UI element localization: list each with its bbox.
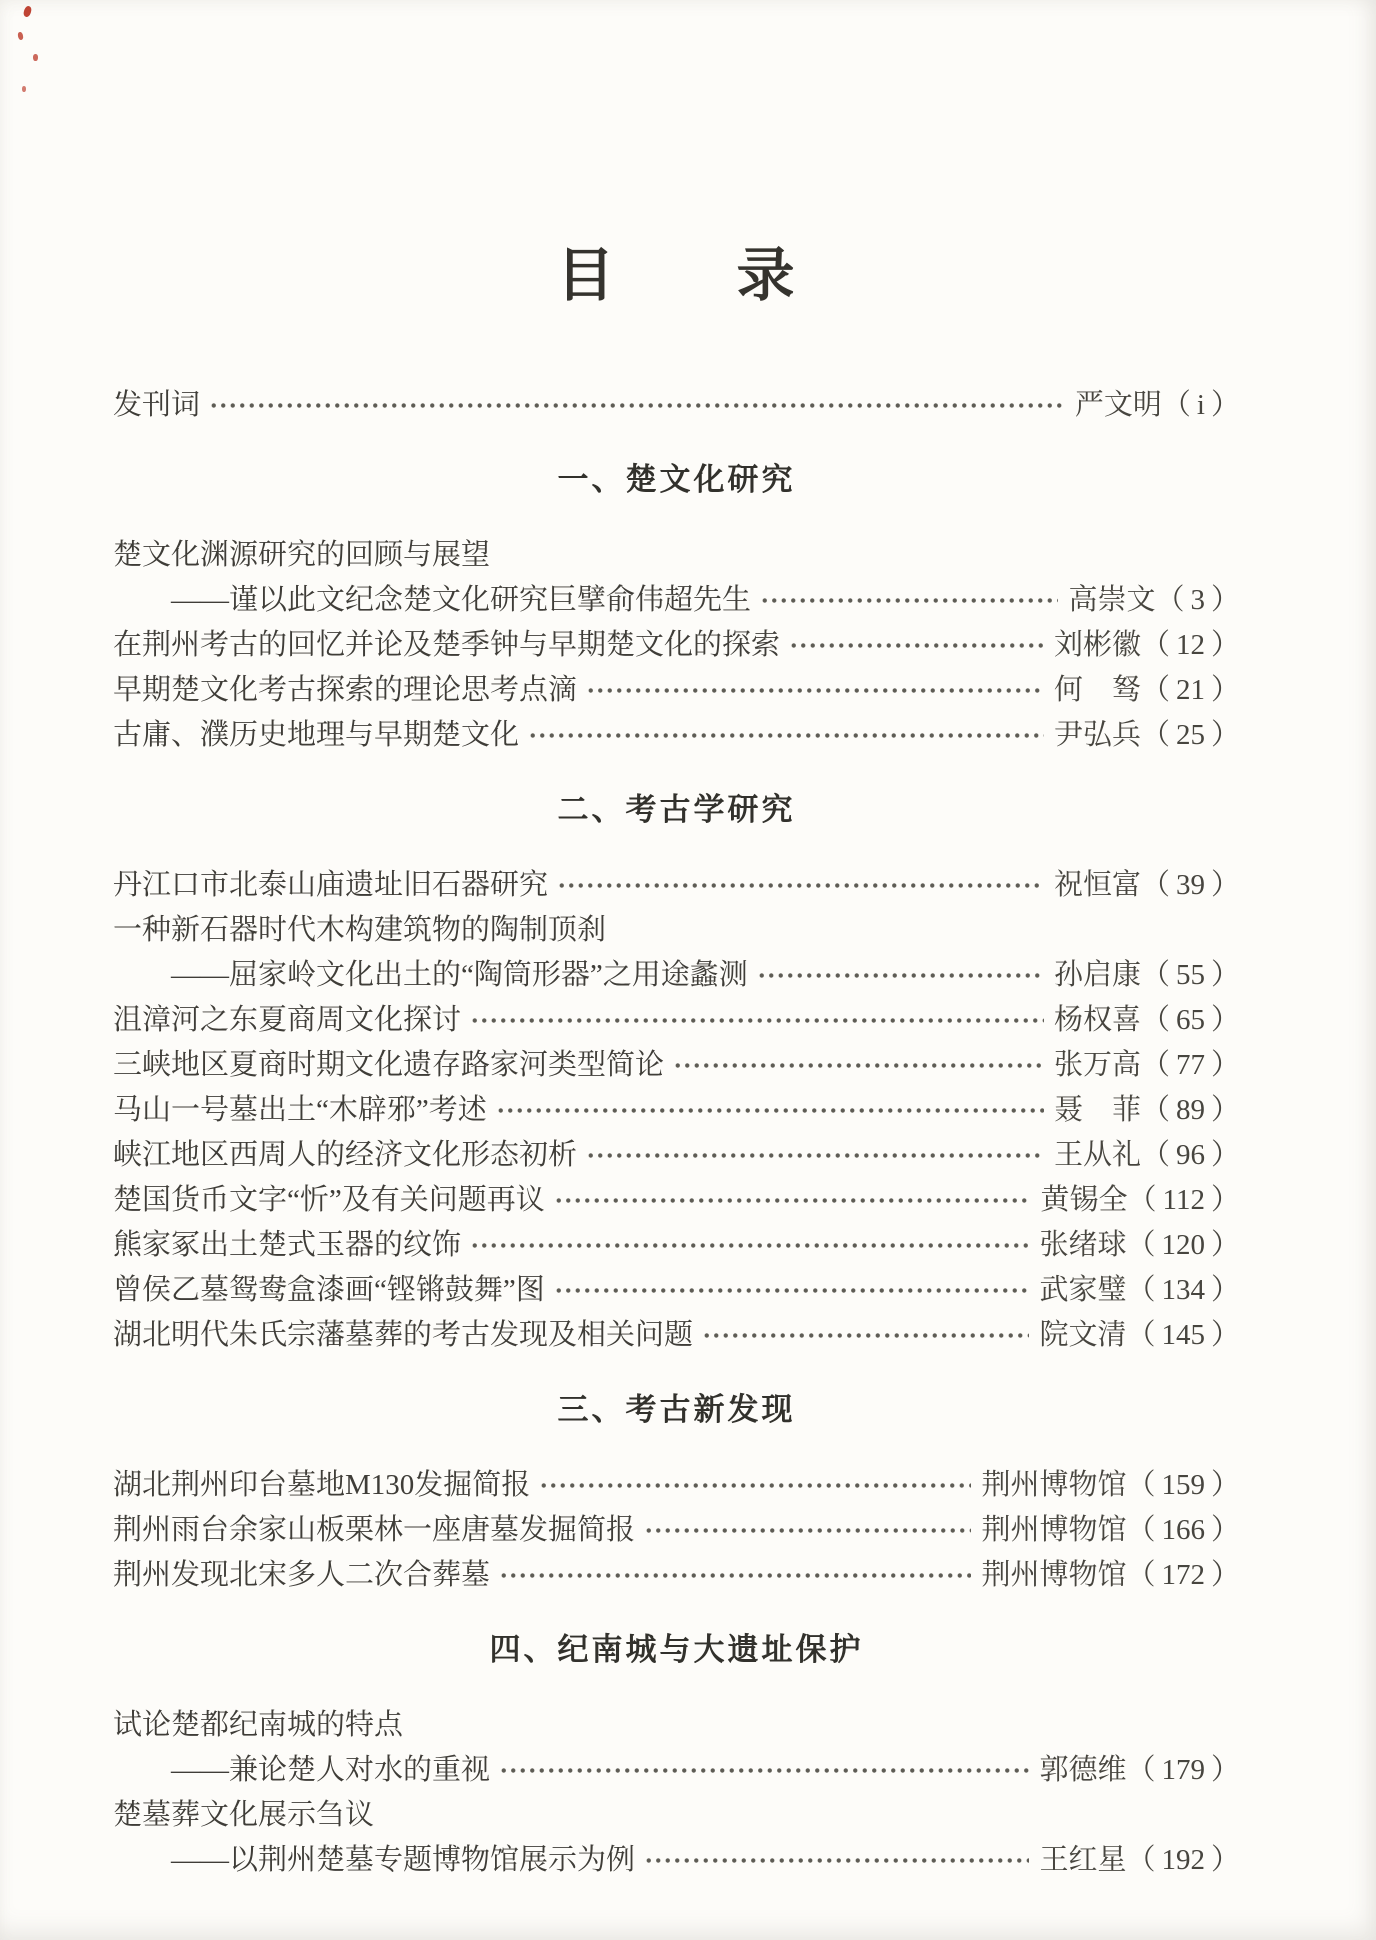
entry-page: （ 55 ） [1140, 959, 1240, 991]
dot-leader [644, 1508, 971, 1553]
dot-leader [760, 578, 1058, 623]
entry-page: （ 77 ） [1140, 1049, 1240, 1081]
entry-author: 刘彬徽 [1053, 629, 1141, 661]
entry-page: （ 12 ） [1140, 629, 1240, 661]
entry-page-number: 77 [1175, 1049, 1205, 1081]
toc-entry-row [113, 1748, 1240, 1793]
entry-page-number: 166 [1161, 1514, 1205, 1546]
entry-author: 严文明 [1074, 389, 1162, 421]
entry-title: 湖北荆州印台墓地M130发掘简报 [113, 1469, 531, 1501]
entry-title: 峡江地区西周人的经济文化形态初析 [113, 1139, 578, 1171]
toc-entry-row [113, 1223, 1240, 1268]
entry-title: 一种新石器时代木构建筑物的陶制顶刹 [113, 914, 607, 946]
entry-page: （ 159 ） [1126, 1469, 1240, 1501]
entry-page: （ 179 ） [1126, 1754, 1240, 1786]
toc-entry-row [113, 1268, 1240, 1313]
entry-author: 荆州博物馆 [981, 1469, 1127, 1501]
section-rows [113, 1703, 1240, 1883]
section-rows [113, 863, 1240, 1358]
dot-leader [470, 1223, 1029, 1268]
entry-title: ——谨以此文纪念楚文化研究巨擘俞伟超先生 [171, 584, 752, 616]
entry-author: 张绪球 [1039, 1229, 1127, 1261]
entry-title: 荆州发现北宋多人二次合葬墓 [113, 1559, 491, 1591]
dot-leader [554, 1178, 1031, 1223]
dot-leader [586, 1133, 1044, 1178]
toc-entry-row [113, 1508, 1240, 1553]
dot-leader [539, 1463, 971, 1508]
entry-author: 王从礼 [1053, 1139, 1141, 1171]
entry-author: 杨权喜 [1053, 1004, 1141, 1036]
entry-page-number: 120 [1161, 1229, 1205, 1261]
entry-page: （ 134 ） [1126, 1274, 1240, 1306]
toc-entry-row [113, 1838, 1240, 1883]
entry-page-number: 192 [1161, 1844, 1205, 1876]
toc-entry-row [113, 713, 1240, 758]
entry-page-number: 12 [1175, 629, 1205, 661]
entry-author: 郭德维 [1039, 1754, 1127, 1786]
entry-page-number: 89 [1175, 1094, 1205, 1126]
entry-author: 孙启康 [1053, 959, 1141, 991]
entry-page-number: 112 [1162, 1184, 1205, 1216]
entry-title: 楚国货币文字“忻”及有关问题再议 [113, 1184, 545, 1216]
entry-author: 院文清 [1039, 1319, 1127, 1351]
toc-entry-row [113, 1043, 1240, 1088]
dot-leader [557, 863, 1044, 908]
toc-entry-row [113, 998, 1240, 1043]
toc-entry-row [113, 863, 1240, 908]
dot-leader [586, 668, 1044, 713]
dot-leader [789, 623, 1044, 668]
toc-entry-row [113, 1703, 1240, 1748]
toc-entry-row [113, 1133, 1240, 1178]
entry-title: 沮漳河之东夏商周文化探讨 [113, 1004, 462, 1036]
entry-page: （ 65 ） [1140, 1004, 1240, 1036]
dot-leader [757, 953, 1044, 998]
dot-leader [673, 1043, 1044, 1088]
section-heading: 一、楚文化研究 [557, 462, 796, 497]
toc-entry-row [113, 1463, 1240, 1508]
toc-entry-row [113, 623, 1240, 668]
entry-title: 湖北明代朱氏宗藩墓葬的考古发现及相关问题 [113, 1319, 694, 1351]
entry-author: 王红星 [1039, 1844, 1127, 1876]
entry-title: 荆州雨台余家山板栗林一座唐墓发掘简报 [113, 1514, 636, 1546]
toc-entry-row [113, 908, 1240, 953]
entry-title: 在荆州考古的回忆并论及楚季钟与早期楚文化的探索 [113, 629, 781, 661]
entry-author: 荆州博物馆 [981, 1559, 1127, 1591]
entry-page-number: 25 [1175, 719, 1205, 751]
entry-page: （ 120 ） [1126, 1229, 1240, 1261]
red-scan-mark [22, 86, 26, 92]
dot-leader [496, 1088, 1044, 1133]
section-heading: 四、纪南城与大遗址保护 [489, 1632, 864, 1667]
entry-page-number: 172 [1161, 1559, 1205, 1591]
section-rows [113, 533, 1240, 758]
toc-sections [113, 457, 1240, 1883]
toc-entry-row [113, 1793, 1240, 1838]
entry-author: 武家璧 [1039, 1274, 1127, 1306]
entry-page-number: 65 [1175, 1004, 1205, 1036]
entry-title: 古庸、濮历史地理与早期楚文化 [113, 719, 520, 751]
entry-title: 丹江口市北泰山庙遗址旧石器研究 [113, 869, 549, 901]
section-heading: 二、考古学研究 [557, 792, 796, 827]
front-matter-rows [113, 383, 1240, 428]
entry-author: 张万高 [1053, 1049, 1141, 1081]
entry-page: （ 96 ） [1140, 1139, 1240, 1171]
entry-title: ——以荆州楚墓专题博物馆展示为例 [171, 1844, 636, 1876]
entry-author: 何 驽 [1053, 674, 1141, 706]
entry-author: 祝恒富 [1053, 869, 1141, 901]
entry-page: （ 89 ） [1140, 1094, 1240, 1126]
entry-page: （ 39 ） [1140, 869, 1240, 901]
toc-entry-row [113, 1178, 1240, 1223]
entry-page: （ 21 ） [1140, 674, 1240, 706]
entry-page-number: 96 [1175, 1139, 1205, 1171]
dot-leader [470, 998, 1044, 1043]
toc-entry-row [113, 953, 1240, 998]
dot-leader [702, 1313, 1029, 1358]
entry-page-number: 3 [1190, 584, 1205, 616]
entry-page: （ 166 ） [1126, 1514, 1240, 1546]
entry-title: ——屈家岭文化出土的“陶筒形器”之用途蠡测 [171, 959, 748, 991]
entry-author: 荆州博物馆 [981, 1514, 1127, 1546]
dot-leader [499, 1553, 971, 1598]
red-scan-mark [17, 32, 24, 41]
page-title: 目 录 [556, 243, 797, 308]
toc-entry-row [113, 1313, 1240, 1358]
toc-entry-row [113, 1553, 1240, 1598]
entry-title: 试论楚都纪南城的特点 [113, 1709, 404, 1741]
toc-entry-row [113, 533, 1240, 578]
red-scan-mark [22, 5, 32, 18]
entry-title: 楚墓葬文化展示刍议 [113, 1799, 375, 1831]
entry-page: （ 112 ） [1127, 1184, 1240, 1216]
entry-page-number: 55 [1175, 959, 1205, 991]
dot-leader [499, 1748, 1029, 1793]
entry-page: （ 172 ） [1126, 1559, 1240, 1591]
entry-page: （ 3 ） [1155, 584, 1240, 616]
section-rows [113, 1463, 1240, 1598]
entry-page-number: 21 [1175, 674, 1205, 706]
entry-title: 楚文化渊源研究的回顾与展望 [113, 539, 491, 571]
dot-leader [644, 1838, 1029, 1883]
entry-title: 马山一号墓出土“木辟邪”考述 [113, 1094, 487, 1126]
entry-title: 三峡地区夏商时期文化遗存路家河类型简论 [113, 1049, 665, 1081]
toc-content [113, 0, 1240, 1883]
entry-author: 聂 菲 [1053, 1094, 1141, 1126]
dot-leader [554, 1268, 1030, 1313]
toc-entry-row [113, 383, 1240, 428]
entry-author: 尹弘兵 [1053, 719, 1141, 751]
entry-author: 高崇文 [1068, 584, 1156, 616]
entry-page: （ 25 ） [1140, 719, 1240, 751]
entry-page: （ 145 ） [1126, 1319, 1240, 1351]
dot-leader [528, 713, 1044, 758]
toc-entry-row [113, 578, 1240, 623]
entry-page-number: i [1196, 389, 1205, 421]
entry-page-number: 134 [1161, 1274, 1205, 1306]
entry-page: （ 192 ） [1126, 1844, 1240, 1876]
entry-title: 发刊词 [113, 389, 201, 421]
entry-author: 黄锡全 [1040, 1184, 1128, 1216]
entry-title: 曾侯乙墓鸳鸯盒漆画“铿锵鼓舞”图 [113, 1274, 545, 1306]
toc-entry-row [113, 668, 1240, 713]
red-scan-mark [33, 54, 38, 61]
toc-entry-row [113, 1088, 1240, 1133]
dot-leader [209, 383, 1065, 428]
entry-title: 早期楚文化考古探索的理论思考点滴 [113, 674, 578, 706]
entry-page-number: 145 [1161, 1319, 1205, 1351]
entry-title: ——兼论楚人对水的重视 [171, 1754, 491, 1786]
entry-page-number: 179 [1161, 1754, 1205, 1786]
entry-page-number: 39 [1175, 869, 1205, 901]
entry-page: （ i ） [1161, 389, 1240, 421]
entry-page-number: 159 [1161, 1469, 1205, 1501]
section-heading: 三、考古新发现 [557, 1392, 796, 1427]
entry-title: 熊家冢出土楚式玉器的纹饰 [113, 1229, 462, 1261]
